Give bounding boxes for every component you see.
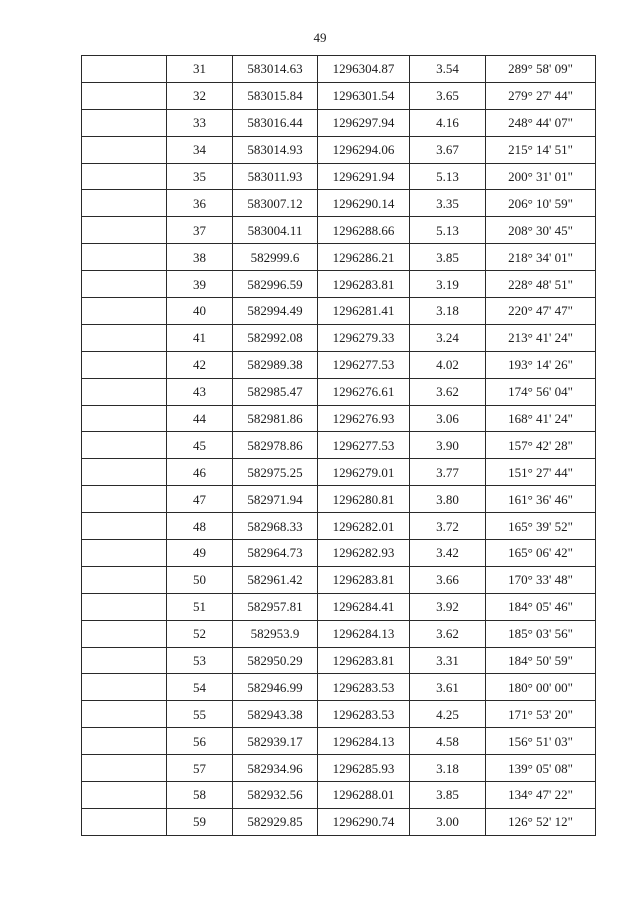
- table-row: [82, 298, 596, 325]
- cell-y-coordinate: 1296282.93: [318, 540, 410, 567]
- cell-x-coordinate: 582929.85: [233, 808, 318, 835]
- cell-distance: 3.18: [410, 755, 486, 782]
- cell-y-coordinate: 1296279.01: [318, 459, 410, 486]
- table-row: [82, 244, 596, 271]
- cell-blank: [82, 244, 167, 271]
- cell-distance: 3.77: [410, 459, 486, 486]
- cell-distance: 3.54: [410, 56, 486, 83]
- cell-y-coordinate: 1296281.41: [318, 298, 410, 325]
- cell-point-number: 48: [167, 513, 233, 540]
- cell-blank: [82, 728, 167, 755]
- cell-point-number: 55: [167, 701, 233, 728]
- cell-distance: 3.90: [410, 432, 486, 459]
- cell-bearing: 185° 03' 56": [486, 620, 596, 647]
- cell-distance: 3.85: [410, 244, 486, 271]
- cell-x-coordinate: 582964.73: [233, 540, 318, 567]
- cell-x-coordinate: 582953.9: [233, 620, 318, 647]
- cell-x-coordinate: 582992.08: [233, 324, 318, 351]
- cell-x-coordinate: 582943.38: [233, 701, 318, 728]
- cell-x-coordinate: 582999.6: [233, 244, 318, 271]
- cell-y-coordinate: 1296283.81: [318, 566, 410, 593]
- cell-bearing: 184° 50' 59": [486, 647, 596, 674]
- cell-distance: 3.66: [410, 566, 486, 593]
- cell-blank: [82, 808, 167, 835]
- cell-bearing: 206° 10' 59": [486, 190, 596, 217]
- cell-distance: 3.42: [410, 540, 486, 567]
- cell-blank: [82, 432, 167, 459]
- cell-y-coordinate: 1296297.94: [318, 109, 410, 136]
- cell-bearing: 180° 00' 00": [486, 674, 596, 701]
- cell-x-coordinate: 583014.63: [233, 56, 318, 83]
- cell-blank: [82, 217, 167, 244]
- cell-y-coordinate: 1296304.87: [318, 56, 410, 83]
- table-row: [82, 56, 596, 83]
- cell-x-coordinate: 582994.49: [233, 298, 318, 325]
- cell-distance: 3.35: [410, 190, 486, 217]
- cell-bearing: 220° 47' 47": [486, 298, 596, 325]
- cell-point-number: 41: [167, 324, 233, 351]
- cell-bearing: 174° 56' 04": [486, 378, 596, 405]
- cell-x-coordinate: 582968.33: [233, 513, 318, 540]
- cell-x-coordinate: 582934.96: [233, 755, 318, 782]
- cell-bearing: 170° 33' 48": [486, 566, 596, 593]
- cell-point-number: 47: [167, 486, 233, 513]
- cell-blank: [82, 620, 167, 647]
- cell-x-coordinate: 582939.17: [233, 728, 318, 755]
- cell-x-coordinate: 582932.56: [233, 782, 318, 809]
- cell-distance: 4.58: [410, 728, 486, 755]
- cell-distance: 3.65: [410, 82, 486, 109]
- cell-y-coordinate: 1296283.81: [318, 647, 410, 674]
- table-row: [82, 540, 596, 567]
- table-row: [82, 593, 596, 620]
- cell-bearing: 165° 06' 42": [486, 540, 596, 567]
- cell-point-number: 36: [167, 190, 233, 217]
- cell-bearing: 228° 48' 51": [486, 271, 596, 298]
- cell-blank: [82, 755, 167, 782]
- cell-y-coordinate: 1296280.81: [318, 486, 410, 513]
- table-row: [82, 271, 596, 298]
- cell-point-number: 40: [167, 298, 233, 325]
- cell-distance: 3.06: [410, 405, 486, 432]
- cell-bearing: 248° 44' 07": [486, 109, 596, 136]
- cell-x-coordinate: 582985.47: [233, 378, 318, 405]
- cell-blank: [82, 109, 167, 136]
- cell-blank: [82, 378, 167, 405]
- cell-bearing: 165° 39' 52": [486, 513, 596, 540]
- cell-x-coordinate: 582971.94: [233, 486, 318, 513]
- cell-point-number: 35: [167, 163, 233, 190]
- table-row: [82, 728, 596, 755]
- cell-point-number: 57: [167, 755, 233, 782]
- cell-x-coordinate: 583015.84: [233, 82, 318, 109]
- cell-x-coordinate: 582961.42: [233, 566, 318, 593]
- table-row: [82, 808, 596, 835]
- cell-bearing: 156° 51' 03": [486, 728, 596, 755]
- cell-bearing: 126° 52' 12": [486, 808, 596, 835]
- cell-distance: 3.72: [410, 513, 486, 540]
- cell-y-coordinate: 1296290.74: [318, 808, 410, 835]
- cell-distance: 4.02: [410, 351, 486, 378]
- cell-bearing: 289° 58' 09": [486, 56, 596, 83]
- cell-point-number: 44: [167, 405, 233, 432]
- cell-point-number: 49: [167, 540, 233, 567]
- cell-point-number: 39: [167, 271, 233, 298]
- cell-blank: [82, 486, 167, 513]
- cell-x-coordinate: 583004.11: [233, 217, 318, 244]
- cell-distance: 3.24: [410, 324, 486, 351]
- table-row: [82, 566, 596, 593]
- cell-x-coordinate: 582975.25: [233, 459, 318, 486]
- cell-x-coordinate: 583011.93: [233, 163, 318, 190]
- table-row: [82, 701, 596, 728]
- cell-point-number: 43: [167, 378, 233, 405]
- cell-blank: [82, 782, 167, 809]
- cell-distance: 3.61: [410, 674, 486, 701]
- cell-bearing: 208° 30' 45": [486, 217, 596, 244]
- cell-distance: 3.62: [410, 620, 486, 647]
- cell-y-coordinate: 1296286.21: [318, 244, 410, 271]
- cell-point-number: 32: [167, 82, 233, 109]
- cell-bearing: 184° 05' 46": [486, 593, 596, 620]
- cell-y-coordinate: 1296277.53: [318, 351, 410, 378]
- cell-y-coordinate: 1296283.53: [318, 674, 410, 701]
- cell-point-number: 37: [167, 217, 233, 244]
- cell-distance: 3.80: [410, 486, 486, 513]
- table-row: [82, 405, 596, 432]
- cell-distance: 5.13: [410, 217, 486, 244]
- cell-x-coordinate: 582957.81: [233, 593, 318, 620]
- cell-x-coordinate: 583007.12: [233, 190, 318, 217]
- cell-blank: [82, 56, 167, 83]
- cell-x-coordinate: 582950.29: [233, 647, 318, 674]
- cell-x-coordinate: 582978.86: [233, 432, 318, 459]
- cell-blank: [82, 324, 167, 351]
- cell-blank: [82, 351, 167, 378]
- cell-bearing: 157° 42' 28": [486, 432, 596, 459]
- cell-y-coordinate: 1296294.06: [318, 136, 410, 163]
- table-row: [82, 513, 596, 540]
- cell-distance: 3.62: [410, 378, 486, 405]
- cell-distance: 3.85: [410, 782, 486, 809]
- cell-y-coordinate: 1296276.61: [318, 378, 410, 405]
- cell-y-coordinate: 1296284.41: [318, 593, 410, 620]
- table-row: [82, 324, 596, 351]
- cell-y-coordinate: 1296284.13: [318, 728, 410, 755]
- cell-point-number: 52: [167, 620, 233, 647]
- cell-bearing: 134° 47' 22": [486, 782, 596, 809]
- cell-point-number: 50: [167, 566, 233, 593]
- cell-distance: 3.00: [410, 808, 486, 835]
- cell-y-coordinate: 1296284.13: [318, 620, 410, 647]
- table-row: [82, 82, 596, 109]
- cell-point-number: 31: [167, 56, 233, 83]
- cell-distance: 4.25: [410, 701, 486, 728]
- cell-bearing: 151° 27' 44": [486, 459, 596, 486]
- table-row: [82, 782, 596, 809]
- cell-blank: [82, 513, 167, 540]
- table-row: [82, 486, 596, 513]
- cell-blank: [82, 271, 167, 298]
- cell-bearing: 215° 14' 51": [486, 136, 596, 163]
- cell-x-coordinate: 583016.44: [233, 109, 318, 136]
- cell-blank: [82, 701, 167, 728]
- table-row: [82, 674, 596, 701]
- cell-bearing: 279° 27' 44": [486, 82, 596, 109]
- cell-y-coordinate: 1296288.01: [318, 782, 410, 809]
- cell-y-coordinate: 1296276.93: [318, 405, 410, 432]
- cell-y-coordinate: 1296291.94: [318, 163, 410, 190]
- cell-point-number: 42: [167, 351, 233, 378]
- cell-distance: 3.31: [410, 647, 486, 674]
- table-row: [82, 163, 596, 190]
- cell-point-number: 45: [167, 432, 233, 459]
- table-row: [82, 378, 596, 405]
- cell-x-coordinate: 582981.86: [233, 405, 318, 432]
- cell-y-coordinate: 1296277.53: [318, 432, 410, 459]
- table-row: [82, 620, 596, 647]
- cell-distance: 3.18: [410, 298, 486, 325]
- cell-point-number: 53: [167, 647, 233, 674]
- cell-bearing: 139° 05' 08": [486, 755, 596, 782]
- table-row: [82, 136, 596, 163]
- cell-distance: 3.92: [410, 593, 486, 620]
- table-row: [82, 459, 596, 486]
- cell-point-number: 33: [167, 109, 233, 136]
- cell-point-number: 54: [167, 674, 233, 701]
- cell-blank: [82, 136, 167, 163]
- cell-point-number: 59: [167, 808, 233, 835]
- cell-bearing: 171° 53' 20": [486, 701, 596, 728]
- cell-distance: 5.13: [410, 163, 486, 190]
- cell-blank: [82, 674, 167, 701]
- cell-bearing: 218° 34' 01": [486, 244, 596, 271]
- cell-y-coordinate: 1296283.81: [318, 271, 410, 298]
- cell-blank: [82, 566, 167, 593]
- page-number: 49: [313, 30, 327, 45]
- cell-bearing: 213° 41' 24": [486, 324, 596, 351]
- cell-bearing: 193° 14' 26": [486, 351, 596, 378]
- cell-point-number: 38: [167, 244, 233, 271]
- table-row: [82, 217, 596, 244]
- cell-point-number: 51: [167, 593, 233, 620]
- cell-distance: 3.19: [410, 271, 486, 298]
- cell-y-coordinate: 1296288.66: [318, 217, 410, 244]
- cell-y-coordinate: 1296282.01: [318, 513, 410, 540]
- table-row: [82, 647, 596, 674]
- cell-x-coordinate: 582989.38: [233, 351, 318, 378]
- cell-blank: [82, 298, 167, 325]
- cell-bearing: 168° 41' 24": [486, 405, 596, 432]
- coordinates-table: [81, 55, 596, 836]
- cell-x-coordinate: 582996.59: [233, 271, 318, 298]
- cell-y-coordinate: 1296279.33: [318, 324, 410, 351]
- coordinates-table-body: [82, 56, 596, 836]
- table-row: [82, 109, 596, 136]
- cell-point-number: 46: [167, 459, 233, 486]
- cell-blank: [82, 647, 167, 674]
- cell-point-number: 58: [167, 782, 233, 809]
- cell-y-coordinate: 1296283.53: [318, 701, 410, 728]
- cell-distance: 3.67: [410, 136, 486, 163]
- cell-y-coordinate: 1296301.54: [318, 82, 410, 109]
- table-row: [82, 351, 596, 378]
- cell-blank: [82, 405, 167, 432]
- cell-distance: 4.16: [410, 109, 486, 136]
- cell-blank: [82, 82, 167, 109]
- table-row: [82, 432, 596, 459]
- table-row: [82, 190, 596, 217]
- cell-bearing: 200° 31' 01": [486, 163, 596, 190]
- cell-point-number: 56: [167, 728, 233, 755]
- cell-point-number: 34: [167, 136, 233, 163]
- table-row: [82, 755, 596, 782]
- cell-blank: [82, 163, 167, 190]
- cell-x-coordinate: 583014.93: [233, 136, 318, 163]
- cell-bearing: 161° 36' 46": [486, 486, 596, 513]
- cell-blank: [82, 593, 167, 620]
- cell-blank: [82, 459, 167, 486]
- cell-y-coordinate: 1296290.14: [318, 190, 410, 217]
- cell-y-coordinate: 1296285.93: [318, 755, 410, 782]
- cell-x-coordinate: 582946.99: [233, 674, 318, 701]
- cell-blank: [82, 540, 167, 567]
- cell-blank: [82, 190, 167, 217]
